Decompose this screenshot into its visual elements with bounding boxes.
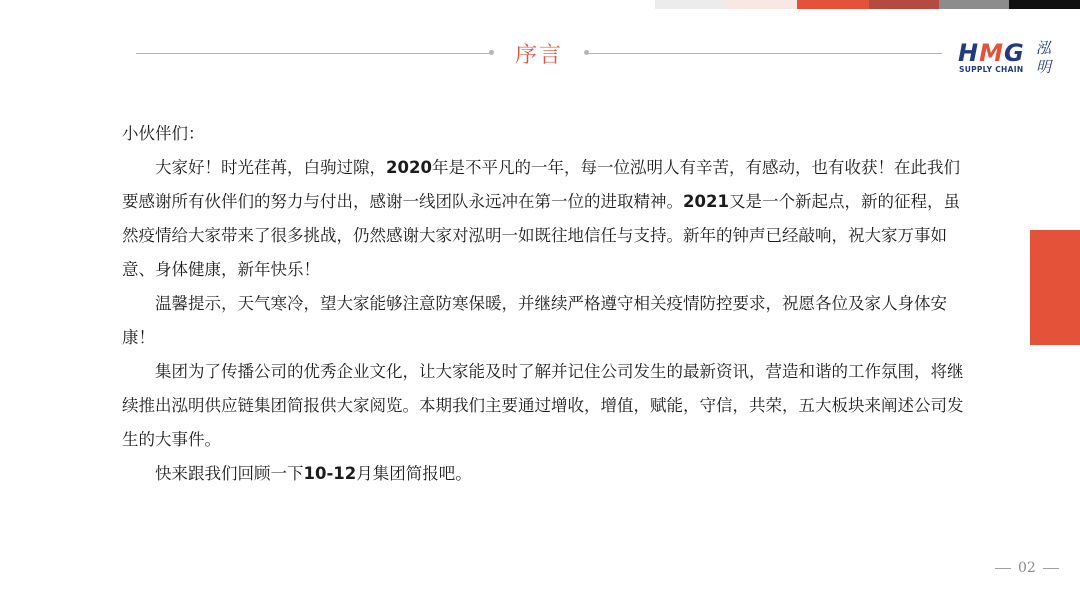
title-divider-right [586, 53, 942, 54]
strip-segment [1009, 0, 1080, 9]
title-divider-left [136, 53, 492, 54]
logo-subtitle: SUPPLY CHAIN [959, 65, 1024, 74]
paragraph-new-year: 大家好！时光荏苒，白驹过隙，2020年是不平凡的一年，每一位泓明人有辛苦，有感动，也有收获！在此我们要感谢所有伙伴们的努力与付出，感谢一线团队永远冲在第一位的进取精神。2021又是一个新起点，新的征程，虽然疫情给大家带来了很多挑战，仍然感谢大家对泓明一如既往地信任与支持。新年的钟声已经敲响，祝大家万事如意、身体健康，新年快乐！ [122, 158, 960, 279]
page-number-dash [1043, 568, 1059, 569]
page-number-value: 02 [1018, 560, 1036, 576]
greeting: 小伙伴们： [122, 124, 205, 143]
strip-segment [725, 0, 797, 9]
page-number [988, 560, 1066, 576]
paragraph-newsletter-intro: 集团为了传播公司的优秀企业文化，让大家能及时了解并记住公司发生的最新资讯，营造和谐的工作氛围，将继续推出泓明供应链集团简报供大家阅览。本期我们主要通过增收，增值，赋能，守信，共荣，五大板块来阐述公司发生的大事件。 [122, 362, 964, 449]
strip-segment [655, 0, 725, 9]
strip-segment [869, 0, 939, 9]
strip-segment [939, 0, 1009, 9]
strip-segment [797, 0, 869, 9]
page-number-dash [995, 568, 1011, 569]
page-title: 序言 [514, 43, 563, 68]
logo-chinese-mark: 泓明 [1036, 39, 1052, 76]
company-logo [958, 40, 1058, 80]
top-color-strip [655, 0, 1080, 9]
paragraph-closing: 快来跟我们回顾一下10-12月集团简报吧。 [155, 464, 472, 483]
side-accent-block [1030, 230, 1080, 345]
logo-wordmark: HMG [958, 39, 1025, 67]
preface-body [122, 117, 972, 491]
paragraph-reminder: 温馨提示，天气寒冷，望大家能够注意防寒保暖，并继续严格遵守相关疫情防控要求，祝愿各位及家人身体安康！ [122, 294, 947, 347]
